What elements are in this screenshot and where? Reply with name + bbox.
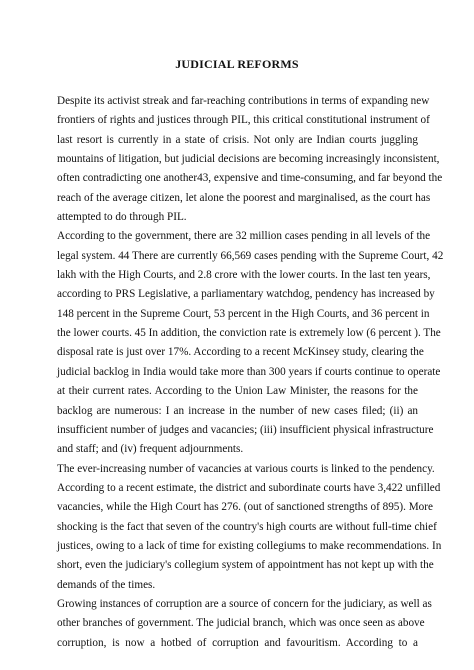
text-line: attempted to do through PIL.	[57, 211, 187, 224]
paragraph	[57, 460, 442, 595]
text-line: justices, owing to a lack of time for existing collegiums to make recommendations. In	[57, 539, 442, 552]
text-line: the lower courts. 45 In addition, the conviction rate is extremely low (6 percent ). The	[57, 327, 441, 340]
text-line: disposal rate is just over 17%. According to a recent McKinsey study, clearing the	[57, 346, 424, 359]
document-body	[57, 92, 444, 653]
document-title: JUDICIAL REFORMS	[175, 57, 299, 71]
text-line: demands of the times.	[57, 578, 156, 591]
text-line: short, even the judiciary's collegium system of appointment has not kept up with the	[57, 559, 434, 572]
text-line: and staff; and (iv) frequent adjournments.	[57, 443, 244, 456]
text-line: According to a recent estimate, the district and subordinate courts have 3,422 unfilled	[57, 481, 441, 494]
text-line: shocking is the fact that seven of the country's high courts are without full-time chief	[57, 520, 437, 533]
text-line: often contradicting one another43, expensive and time-consuming, and far beyond the	[57, 172, 443, 185]
text-line: lakh with the High Courts, and 2.8 crore with the lower courts. In the last ten years,	[57, 269, 431, 282]
text-line: corruption, is now a hotbed of corruption and favouritism. According to a	[57, 636, 418, 649]
paragraph	[57, 595, 432, 653]
text-line: According to the government, there are 32 million cases pending in all levels of the	[57, 230, 431, 243]
text-line: backlog are numerous: I an increase in the number of new cases filed; (ii) an	[57, 404, 418, 417]
text-line: 148 percent in the Supreme Court, 53 percent in the High Courts, and 36 percent in	[57, 307, 430, 320]
text-line: The ever-increasing number of vacancies at various courts is linked to the pendency.	[57, 462, 435, 475]
text-line: at their current rates. According to the Union Law Minister, the reasons for the	[57, 385, 418, 398]
text-line: legal system. 44 There are currently 66,569 cases pending with the Supreme Court, 42	[57, 249, 444, 262]
paragraph	[57, 92, 443, 227]
text-line: vacancies, while the High Court has 276. (out of sanctioned strengths of 895). More	[57, 501, 433, 514]
paragraph	[57, 227, 444, 459]
text-line: other branches of government. The judicial branch, which was once seen as above	[57, 617, 425, 630]
text-line: mountains of litigation, but judicial decisions are becoming increasingly inconsistent,	[57, 153, 440, 166]
text-line: Despite its activist streak and far-reaching contributions in terms of expanding new	[57, 95, 430, 107]
text-line: reach of the average citizen, let alone the poorest and marginalised, as the court has	[57, 191, 431, 204]
text-line: insufficient number of judges and vacancies; (iii) insufficient physical infrastructure	[57, 423, 434, 436]
text-line: frontiers of rights and justices through PIL, this critical constitutional instrument of	[57, 114, 430, 127]
text-line: Growing instances of corruption are a source of concern for the judiciary, as well as	[57, 597, 432, 610]
text-line: judicial backlog in India would take more than 300 years if courts continue to operate	[57, 365, 441, 378]
text-line: according to PRS Legislative, a parliamentary watchdog, pendency has increased by	[57, 288, 435, 301]
text-line: last resort is currently in a state of crisis. Not only are Indian courts juggling	[57, 133, 418, 146]
